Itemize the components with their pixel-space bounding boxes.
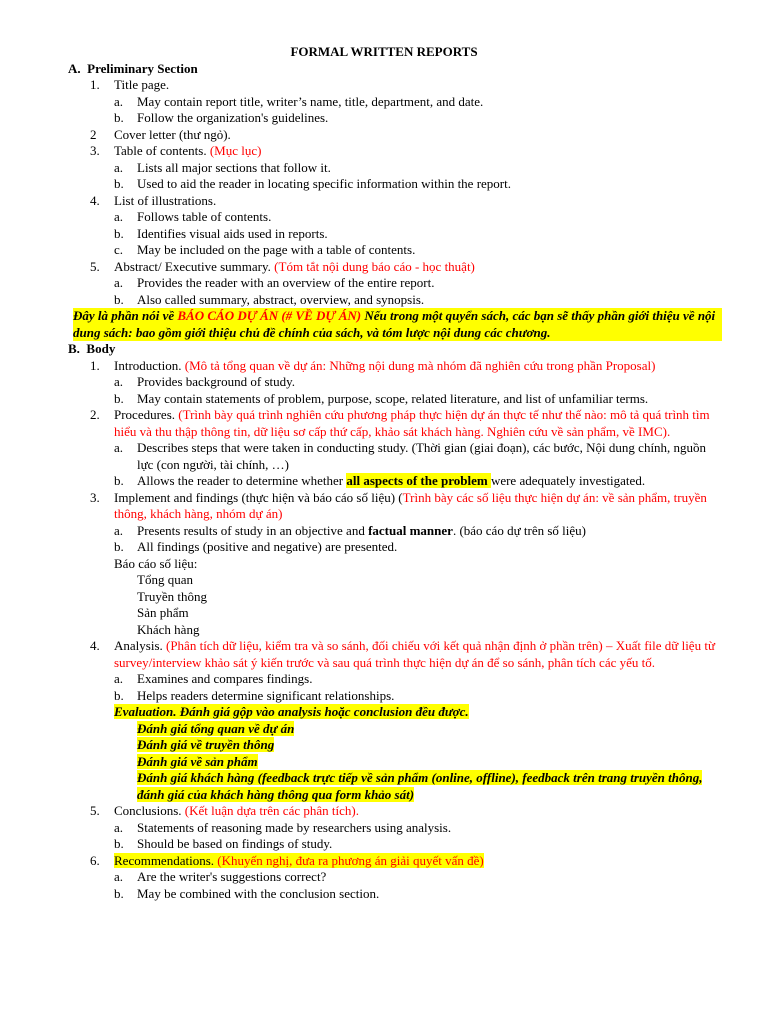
sub-item xyxy=(0,671,768,688)
highlighted-text: all aspects of the problem xyxy=(346,473,491,488)
item-note: (Phân tích dữ liệu, kiểm tra và so sánh, đối chiếu với kết quả nhận định ở phần trên) – Xuất file dữ liệu từ survey/interview khảo sát ý kiến trước và sau quá trình thực hiện dự án để so sánh, phân tích các yếu tố. xyxy=(114,638,715,670)
sub-item xyxy=(0,374,768,391)
note-red-text: BÁO CÁO DỰ ÁN (# VỀ DỰ ÁN) xyxy=(177,308,362,323)
item-letter: a. xyxy=(114,671,124,686)
sub-item xyxy=(0,226,768,243)
item-letter: a. xyxy=(114,374,124,389)
sub-item xyxy=(0,836,768,853)
report-item: Khách hàng xyxy=(137,621,200,637)
item-text: Procedures. xyxy=(114,407,176,422)
evaluation-item: Đánh giá về truyền thông xyxy=(137,737,275,752)
item-letter: a. xyxy=(114,159,124,175)
item-number: 6. xyxy=(90,852,100,868)
item-text: Allows the reader to determine whether xyxy=(137,473,347,488)
item-letter: b. xyxy=(114,473,124,488)
item-letter: a. xyxy=(114,209,124,224)
item-note: Trình bày các số liệu thực hiện dự án: về sản phẩm, truyền thông, khách hàng, nhóm dự án) xyxy=(114,489,707,521)
section-heading: Preliminary Section xyxy=(87,60,198,76)
item-text: Analysis. xyxy=(114,638,163,653)
item-text: Lists all major sections that follow it. xyxy=(137,159,331,175)
item-letter: a. xyxy=(114,440,124,455)
item-letter: b. xyxy=(114,687,124,703)
item-text: Provides background of study. xyxy=(137,374,296,389)
list-item xyxy=(0,358,768,375)
item-number: 1. xyxy=(90,77,100,92)
item-text: Examines and compares findings. xyxy=(137,671,313,686)
item-number: 2 xyxy=(90,126,97,142)
item-letter: a. xyxy=(114,93,124,109)
item-text: May contain report title, writer’s name, title, department, and date. xyxy=(137,93,484,109)
item-note: (Khuyến nghị, đưa ra phương án giải quyết vấn đề) xyxy=(217,852,484,868)
item-letter: a. xyxy=(114,275,124,290)
item-text: Describes steps that were taken in conducting study. (Thời gian (giai đoạn), các bước, Nội dung chính, nguồn lực (con người, tài chính, …) xyxy=(137,440,707,472)
sub-item xyxy=(0,440,768,473)
sub-item xyxy=(0,209,768,226)
sub-item xyxy=(0,539,768,556)
item-text: Cover letter (thư ngỏ). xyxy=(114,126,231,142)
item-text: Presents results of study in an objective and xyxy=(137,522,369,538)
item-note: (Trình bày quá trình nghiên cứu phương pháp thực hiện dự án thực tế như thế nào: mô tả quá trình tìm hiểu và thu thập thông tin, dữ liệu sơ cấp thứ cấp, khảo sát khách hàng. Nghiên cứu về sản phẩm, về IMC). xyxy=(114,407,710,439)
evaluation-item: Đánh giá tổng quan về dự án xyxy=(137,720,295,736)
sub-item xyxy=(0,688,768,705)
sub-item xyxy=(0,176,768,193)
list-item xyxy=(0,803,768,820)
sub-item xyxy=(0,110,768,127)
item-letter: b. xyxy=(114,291,124,307)
item-note: (Kết luận dựa trên các phân tích). xyxy=(184,803,359,818)
section-b-heading xyxy=(0,341,768,358)
item-letter: b. xyxy=(114,110,124,125)
item-text: Title page. xyxy=(114,77,170,92)
sub-item xyxy=(0,292,768,309)
sub-item xyxy=(0,886,768,903)
item-text: List of illustrations. xyxy=(114,192,217,208)
sub-item xyxy=(0,820,768,837)
report-item: Sản phẩm xyxy=(137,605,189,620)
item-number: 4. xyxy=(90,192,100,208)
item-text: . (báo cáo dự trên số liệu) xyxy=(452,522,586,538)
item-letter: b. xyxy=(114,836,124,851)
note-text: Đây là phần nói về xyxy=(73,308,178,323)
section-heading: Body xyxy=(86,341,116,356)
list-item xyxy=(0,490,768,523)
report-item: Truyền thông xyxy=(137,588,207,604)
item-text: Helps readers determine significant relationships. xyxy=(137,687,395,703)
item-letter: b. xyxy=(114,176,124,191)
item-letter: c. xyxy=(114,242,124,257)
section-a-heading xyxy=(0,61,768,78)
item-number: 1. xyxy=(90,357,100,373)
list-item xyxy=(0,127,768,144)
item-text: Recommendations. xyxy=(114,852,215,868)
evaluation-item: Đánh giá về sản phẩm xyxy=(137,753,258,769)
item-text: Conclusions. xyxy=(114,803,182,818)
item-text: Table of contents. xyxy=(114,143,207,158)
item-text: May be included on the page with a table of contents. xyxy=(137,242,416,257)
item-number: 5. xyxy=(90,258,100,274)
bold-text: factual manner xyxy=(368,522,453,538)
document-page xyxy=(0,44,768,902)
item-text: Used to aid the reader in locating specific information within the report. xyxy=(137,176,511,191)
section-label: A. xyxy=(68,60,81,76)
item-text: All findings (positive and negative) are presented. xyxy=(137,539,398,554)
item-text: Follow the organization's guidelines. xyxy=(137,110,329,125)
list-item xyxy=(0,853,768,870)
item-text: Also called summary, abstract, overview, and synopsis. xyxy=(137,291,425,307)
document-title: FORMAL WRITTEN REPORTS xyxy=(290,44,478,59)
item-letter: b. xyxy=(114,885,124,901)
item-letter: b. xyxy=(114,539,124,554)
item-number: 5. xyxy=(90,803,100,818)
sub-item xyxy=(0,275,768,292)
item-text: May contain statements of problem, purpose, scope, related literature, and list of unfamiliar terms. xyxy=(137,390,649,406)
item-letter: a. xyxy=(114,522,124,538)
list-item xyxy=(0,77,768,94)
item-number: 3. xyxy=(90,143,100,158)
item-text: Provides the reader with an overview of the entire report. xyxy=(137,275,435,290)
item-text: Are the writer's suggestions correct? xyxy=(137,869,327,884)
list-item xyxy=(0,259,768,276)
item-text: Introduction. xyxy=(114,357,182,373)
sub-item xyxy=(0,391,768,408)
section-label: B. xyxy=(68,341,80,356)
evaluation-heading xyxy=(114,704,768,721)
item-note: (Tóm tắt nội dung báo cáo - học thuật) xyxy=(274,258,475,274)
item-letter: b. xyxy=(114,390,124,406)
list-item xyxy=(0,143,768,160)
item-number: 4. xyxy=(90,638,100,653)
note-text: Nếu trong một quyển sách, các bạn sẽ thấy phần giới thiệu về nội dung sách: bao gồm giới thiệu chủ đề chính của sách, và tóm lược nội dung các chương. xyxy=(73,308,716,340)
evaluation-text: Evaluation. Đánh giá gộp vào analysis hoặc conclusion đều được. xyxy=(114,704,469,719)
list-item xyxy=(0,407,768,440)
report-label: Báo cáo số liệu: xyxy=(114,555,198,571)
list-item xyxy=(0,638,768,671)
item-text: were adequately investigated. xyxy=(490,473,646,488)
item-letter: b. xyxy=(114,225,124,241)
sub-item xyxy=(0,523,768,540)
highlighted-note xyxy=(73,308,722,341)
list-item xyxy=(0,193,768,210)
item-text: Implement and findings (thực hiện và báo cáo số liệu) ( xyxy=(114,489,403,505)
evaluation-item: Đánh giá khách hàng (feedback trực tiếp về sản phẩm (online, offline), feedback trên trang truyền thông, đánh giá của khách hàng thông qua form khảo sát) xyxy=(137,770,703,802)
sub-item xyxy=(0,869,768,886)
item-number: 2. xyxy=(90,407,100,422)
item-note: (Mô tả tổng quan về dự án: Những nội dung mà nhóm đã nghiên cứu trong phần Proposal) xyxy=(184,357,656,373)
item-note: (Mục lục) xyxy=(209,143,262,158)
item-number: 3. xyxy=(90,489,100,505)
sub-item xyxy=(0,473,768,490)
item-letter: a. xyxy=(114,819,124,835)
item-letter: a. xyxy=(114,869,124,884)
report-item: Tổng quan xyxy=(137,572,193,587)
sub-item xyxy=(0,242,768,259)
sub-item xyxy=(0,94,768,111)
item-text: Abstract/ Executive summary. xyxy=(114,258,271,274)
item-text: Statements of reasoning made by researchers using analysis. xyxy=(137,819,452,835)
item-text: May be combined with the conclusion section. xyxy=(137,885,380,901)
item-text: Identifies visual aids used in reports. xyxy=(137,225,328,241)
sub-item xyxy=(0,160,768,177)
item-text: Follows table of contents. xyxy=(137,209,272,224)
item-text: Should be based on findings of study. xyxy=(137,836,333,851)
